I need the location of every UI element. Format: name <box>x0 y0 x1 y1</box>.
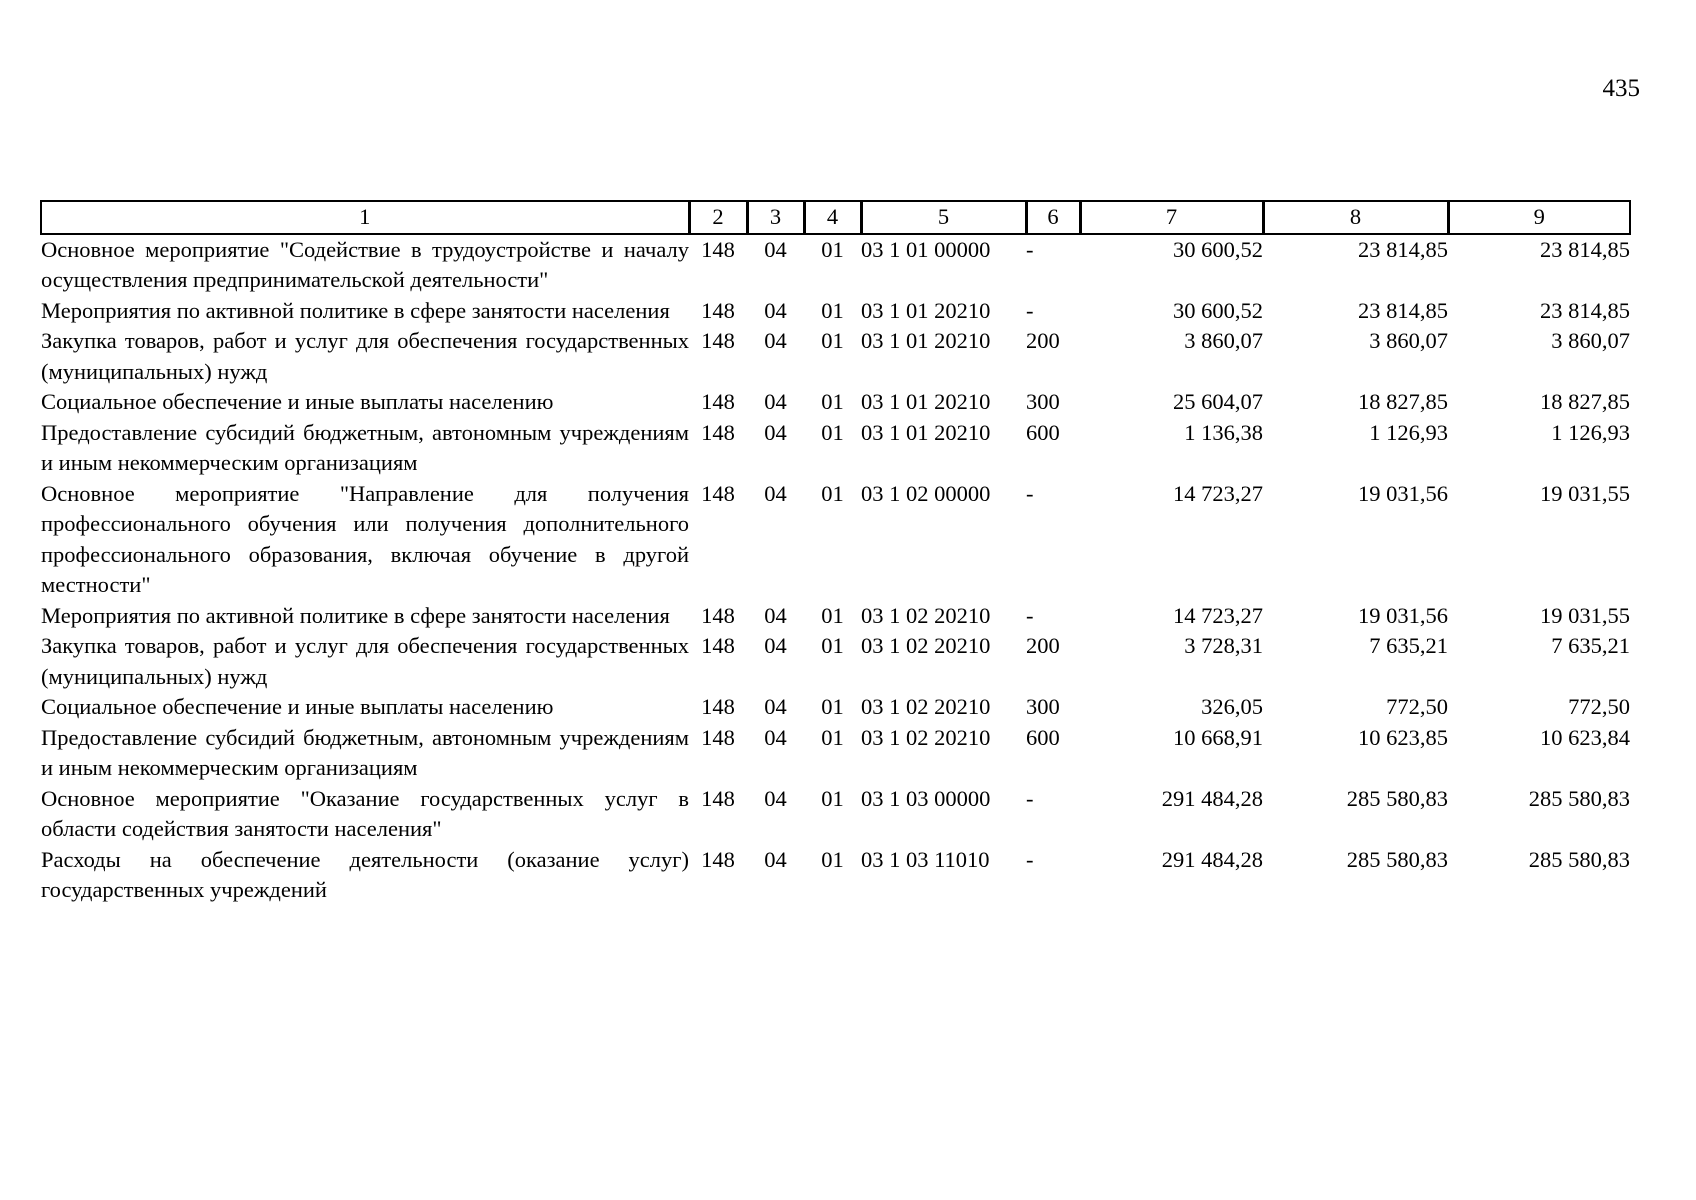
code-subsection: 01 <box>821 328 844 353</box>
code-expense-type: - <box>1026 846 1034 872</box>
row-name: Предоставление субсидий бюджетным, автономным учреждениям и иным некоммерческим организациям <box>41 419 689 475</box>
code-section: 04 <box>764 602 787 628</box>
code-expense-type: 600 <box>1026 419 1060 445</box>
amount-col-7: 25 604,07 <box>1173 389 1263 414</box>
code-target-item: 03 1 02 20210 <box>861 602 991 628</box>
table-row <box>41 418 1630 479</box>
code-section: 04 <box>764 419 787 445</box>
code-subsection: 01 <box>821 846 844 872</box>
amount-col-9: 19 031,55 <box>1540 480 1630 506</box>
amount-col-8: 285 580,83 <box>1346 846 1448 872</box>
page-number: 435 <box>1602 75 1640 102</box>
amount-col-9: 7 635,21 <box>1551 633 1630 658</box>
code-expense-type: - <box>1026 785 1034 811</box>
code-section: 04 <box>764 389 787 414</box>
amount-col-9: 10 623,84 <box>1540 724 1630 750</box>
code-subsection: 01 <box>821 785 844 811</box>
row-name: Мероприятия по активной политике в сфере занятости населения <box>41 602 670 628</box>
amount-col-9: 772,50 <box>1568 694 1630 719</box>
code-section: 04 <box>764 297 787 323</box>
row-name: Основное мероприятие "Направление для получения профессионального обучения или получения дополнительного профессионального образования, включая обучение в другой местности" <box>41 480 689 597</box>
amount-col-7: 326,05 <box>1201 694 1263 719</box>
code-expense-type: - <box>1026 297 1034 323</box>
amount-col-9: 3 860,07 <box>1551 328 1630 353</box>
table-row <box>41 723 1630 784</box>
code-expense-type: - <box>1026 236 1034 262</box>
code-target-item: 03 1 01 20210 <box>861 297 991 323</box>
code-ministry: 148 <box>701 694 735 719</box>
header-cell-col-5: 5 <box>861 201 1026 234</box>
code-target-item: 03 1 02 20210 <box>861 633 991 658</box>
code-expense-type: - <box>1026 602 1034 628</box>
code-ministry: 148 <box>701 846 735 872</box>
table-row <box>41 479 1630 601</box>
table-row <box>41 234 1630 296</box>
header-cell-col-2: 2 <box>689 201 747 234</box>
code-expense-type: - <box>1026 480 1034 506</box>
table-row <box>41 296 1630 327</box>
code-ministry: 148 <box>701 480 735 506</box>
amount-col-8: 285 580,83 <box>1346 785 1448 811</box>
code-ministry: 148 <box>701 328 735 353</box>
amount-col-9: 1 126,93 <box>1551 419 1630 445</box>
header-cell-col-4: 4 <box>804 201 861 234</box>
code-ministry: 148 <box>701 785 735 811</box>
code-subsection: 01 <box>821 389 844 414</box>
row-name: Основное мероприятие "Оказание государственных услуг в области содействия занятости населения" <box>41 785 689 841</box>
code-ministry: 148 <box>701 724 735 750</box>
amount-col-7: 1 136,38 <box>1184 419 1263 445</box>
amount-col-8: 19 031,56 <box>1358 480 1448 506</box>
code-target-item: 03 1 01 20210 <box>861 419 991 445</box>
amount-col-8: 23 814,85 <box>1358 236 1448 262</box>
code-expense-type: 200 <box>1026 328 1060 353</box>
amount-col-8: 7 635,21 <box>1369 633 1448 658</box>
code-ministry: 148 <box>701 602 735 628</box>
header-cell-col-3: 3 <box>747 201 804 234</box>
code-section: 04 <box>764 694 787 719</box>
code-ministry: 148 <box>701 419 735 445</box>
header-cell-col-1: 1 <box>41 201 689 234</box>
budget-table <box>40 200 1631 906</box>
amount-col-7: 3 860,07 <box>1184 328 1263 353</box>
code-section: 04 <box>764 236 787 262</box>
table-row <box>41 845 1630 906</box>
code-ministry: 148 <box>701 236 735 262</box>
amount-col-8: 23 814,85 <box>1358 297 1448 323</box>
code-ministry: 148 <box>701 389 735 414</box>
amount-col-8: 1 126,93 <box>1369 419 1448 445</box>
code-target-item: 03 1 02 20210 <box>861 694 991 719</box>
code-expense-type: 300 <box>1026 389 1060 414</box>
code-target-item: 03 1 02 00000 <box>861 480 991 506</box>
row-name: Предоставление субсидий бюджетным, автономным учреждениям и иным некоммерческим организациям <box>41 724 689 780</box>
table-row <box>41 387 1630 418</box>
table-row <box>41 784 1630 845</box>
row-name: Закупка товаров, работ и услуг для обеспечения государственных (муниципальных) нужд <box>41 633 689 689</box>
code-subsection: 01 <box>821 602 844 628</box>
amount-col-7: 10 668,91 <box>1173 724 1263 750</box>
code-expense-type: 600 <box>1026 724 1060 750</box>
row-name: Социальное обеспечение и иные выплаты населению <box>41 694 554 719</box>
amount-col-9: 285 580,83 <box>1528 846 1630 872</box>
table-row <box>41 631 1630 692</box>
amount-col-8: 18 827,85 <box>1358 389 1448 414</box>
header-cell-col-9: 9 <box>1448 201 1630 234</box>
amount-col-9: 23 814,85 <box>1540 297 1630 323</box>
table-row <box>41 601 1630 632</box>
code-section: 04 <box>764 328 787 353</box>
code-ministry: 148 <box>701 633 735 658</box>
header-cell-col-7: 7 <box>1080 201 1263 234</box>
code-target-item: 03 1 01 00000 <box>861 236 991 262</box>
amount-col-7: 3 728,31 <box>1184 633 1263 658</box>
code-subsection: 01 <box>821 724 844 750</box>
code-section: 04 <box>764 724 787 750</box>
row-name: Социальное обеспечение и иные выплаты населению <box>41 389 554 414</box>
amount-col-8: 19 031,56 <box>1358 602 1448 628</box>
code-section: 04 <box>764 480 787 506</box>
amount-col-7: 14 723,27 <box>1173 480 1263 506</box>
code-section: 04 <box>764 785 787 811</box>
code-target-item: 03 1 03 00000 <box>861 785 991 811</box>
code-target-item: 03 1 01 20210 <box>861 389 991 414</box>
code-expense-type: 300 <box>1026 694 1060 719</box>
code-target-item: 03 1 01 20210 <box>861 328 991 353</box>
table-body <box>41 234 1630 906</box>
header-cell-col-6: 6 <box>1026 201 1080 234</box>
amount-col-9: 285 580,83 <box>1528 785 1630 811</box>
code-section: 04 <box>764 633 787 658</box>
code-subsection: 01 <box>821 480 844 506</box>
amount-col-7: 30 600,52 <box>1173 236 1263 262</box>
amount-col-8: 3 860,07 <box>1369 328 1448 353</box>
row-name: Основное мероприятие "Содействие в трудоустройстве и началу осуществления предпринимательской деятельности" <box>41 236 689 292</box>
row-name: Закупка товаров, работ и услуг для обеспечения государственных (муниципальных) нужд <box>41 328 689 384</box>
amount-col-7: 30 600,52 <box>1173 297 1263 323</box>
row-name: Мероприятия по активной политике в сфере занятости населения <box>41 297 670 323</box>
amount-col-8: 772,50 <box>1386 694 1448 719</box>
amount-col-9: 19 031,55 <box>1540 602 1630 628</box>
header-cell-col-8: 8 <box>1263 201 1448 234</box>
code-subsection: 01 <box>821 297 844 323</box>
amount-col-8: 10 623,85 <box>1358 724 1448 750</box>
amount-col-7: 14 723,27 <box>1173 602 1263 628</box>
amount-col-7: 291 484,28 <box>1161 785 1263 811</box>
code-subsection: 01 <box>821 694 844 719</box>
code-ministry: 148 <box>701 297 735 323</box>
amount-col-7: 291 484,28 <box>1161 846 1263 872</box>
code-subsection: 01 <box>821 419 844 445</box>
table-row <box>41 326 1630 387</box>
code-expense-type: 200 <box>1026 633 1060 658</box>
row-name: Расходы на обеспечение деятельности (оказание услуг) государственных учреждений <box>41 846 689 902</box>
amount-col-9: 23 814,85 <box>1540 236 1630 262</box>
code-subsection: 01 <box>821 236 844 262</box>
code-section: 04 <box>764 846 787 872</box>
table-row <box>41 692 1630 723</box>
code-subsection: 01 <box>821 633 844 658</box>
code-target-item: 03 1 03 11010 <box>861 846 990 872</box>
code-target-item: 03 1 02 20210 <box>861 724 991 750</box>
table-header-row <box>41 201 1630 234</box>
amount-col-9: 18 827,85 <box>1540 389 1630 414</box>
